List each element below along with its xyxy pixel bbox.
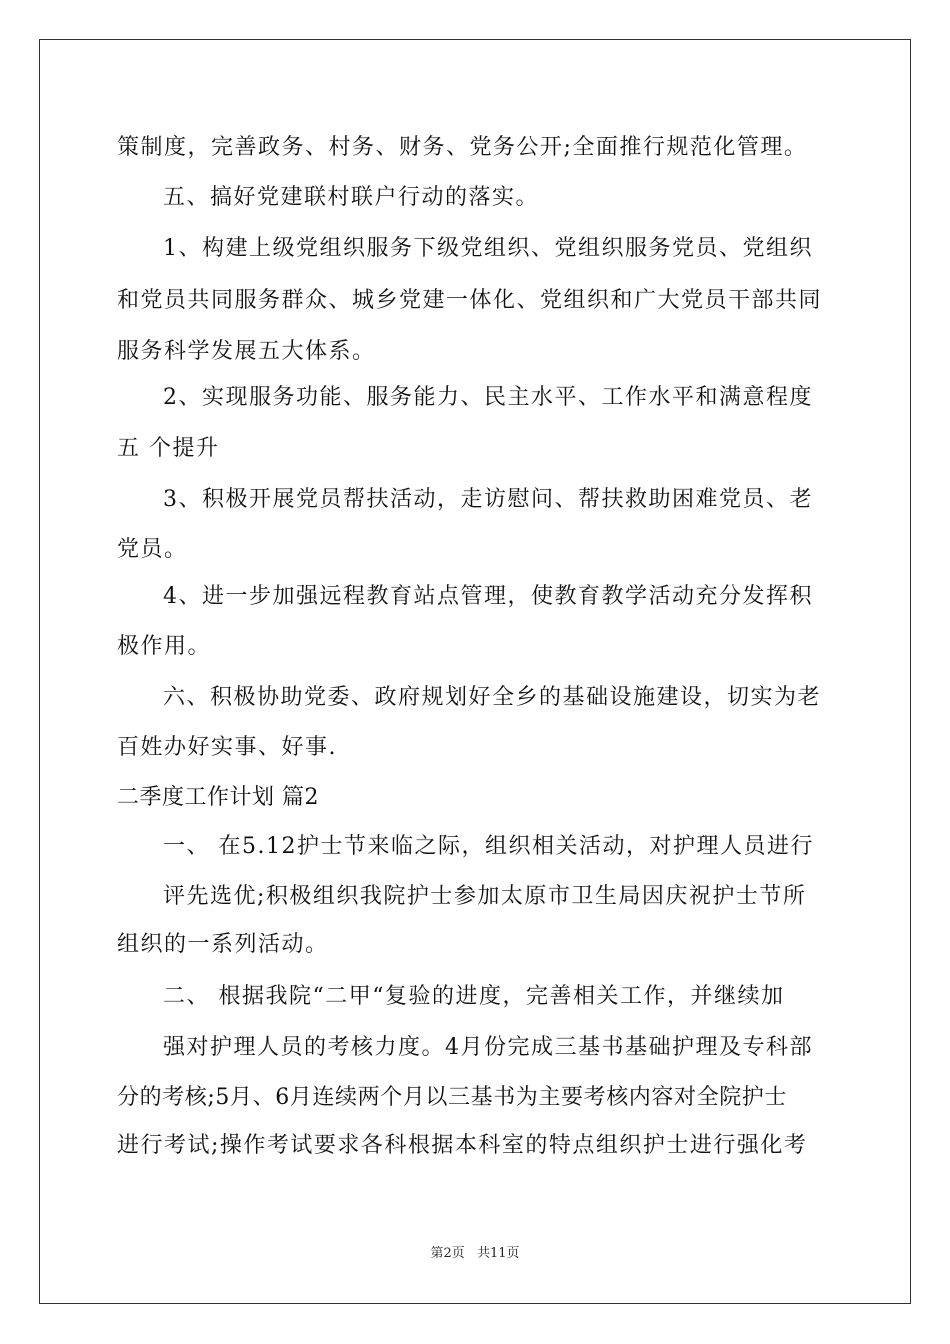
text-line: 党员。 [117, 537, 188, 562]
text-line: 二、 根据我院“二甲“复验的进度，完善相关工作，并继续加 [163, 984, 785, 1009]
section-heading: 二季度工作计划 篇2 [117, 785, 319, 810]
text-line: 分的考核;5月、6月连续两个月以三基书为主要考核内容对全院护士 [117, 1085, 788, 1110]
text-line: 组织的一系列活动。 [117, 932, 329, 957]
text-line: 1、构建上级党组织服务下级党组织、党组织服务党员、党组织 [163, 236, 813, 261]
page-total: 共11页 [476, 1246, 520, 1261]
text-line: 4、进一步加强远程教育站点管理，使教育教学活动充分发挥积 [163, 584, 813, 609]
text-line: 百姓办好实事、好事. [117, 735, 337, 760]
text-line: 极作用。 [117, 634, 212, 659]
text-line: 3、积极开展党员帮扶活动，走访慰问、帮扶救助困难党员、老 [163, 487, 813, 512]
text-line: 2、实现服务功能、服务能力、民主水平、工作水平和满意程度 [163, 385, 813, 410]
text-line: 和党员共同服务群众、城乡党建一体化、党组织和广大党员干部共同 [117, 288, 823, 313]
page-footer [0, 1244, 950, 1264]
text-line: 策制度，完善政务、村务、财务、党务公开;全面推行规范化管理。 [117, 135, 808, 160]
text-line: 服务科学发展五大体系。 [117, 339, 376, 364]
text-line: 评先选优;积极组织我院护士参加太原市卫生局因庆祝护士节所 [163, 884, 807, 909]
page-number: 第2页 [430, 1246, 465, 1261]
text-line: 强对护理人员的考核力度。4月份完成三基书基础护理及专科部 [163, 1035, 813, 1060]
text-line: 五、搞好党建联村联户行动的落实。 [163, 185, 540, 210]
text-line: 五 个提升 [117, 436, 220, 461]
text-line: 六、积极协助党委、政府规划好全乡的基础设施建设，切实为老 [163, 685, 822, 710]
page-border [39, 39, 911, 1304]
text-line: 进行考试;操作考试要求各科根据本科室的特点组织护士进行强化考 [117, 1133, 808, 1158]
text-line: 一、 在5.12护士节来临之际，组织相关活动，对护理人员进行 [163, 834, 814, 859]
